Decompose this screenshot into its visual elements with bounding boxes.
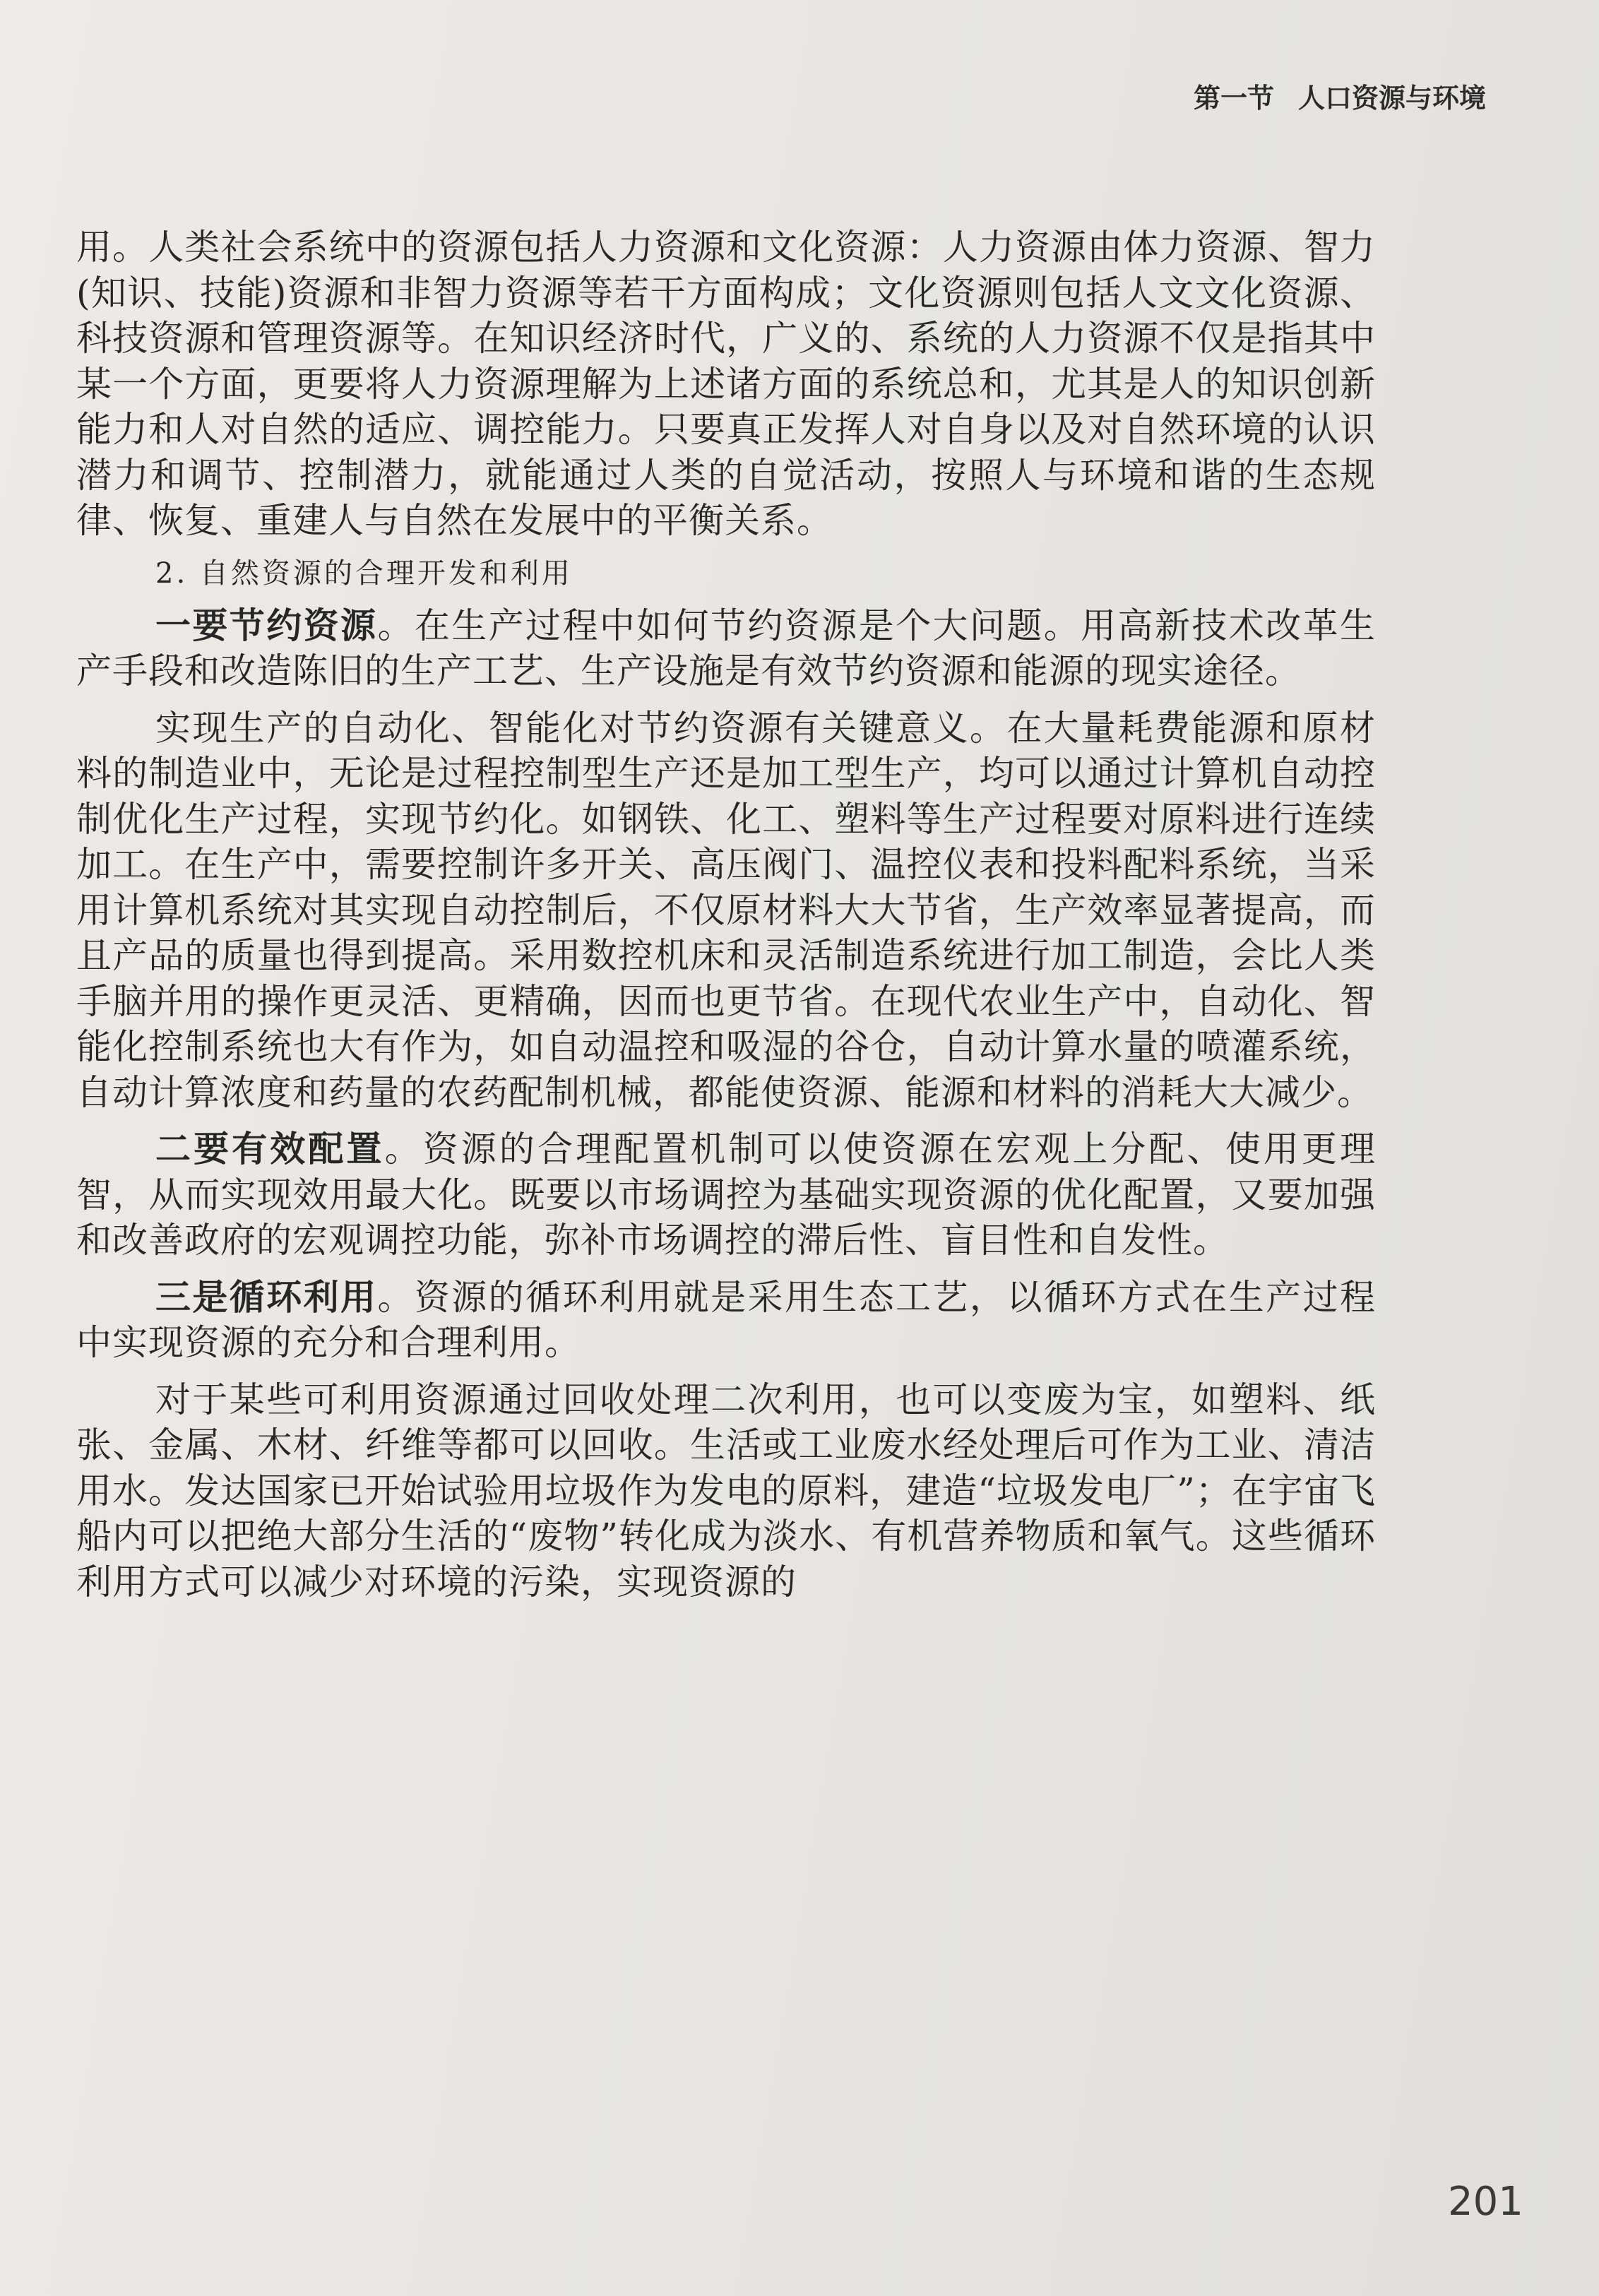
paragraph-lead: 二要有效配置 [155,1129,385,1170]
paragraph-text: 。资源的循环利用就是采用生态工艺，以循环方式在生产过程中实现资源的充分和合理利用。 [76,1276,1376,1363]
paragraph-automation [76,706,1376,1116]
paragraph-text: 实现生产的自动化、智能化对节约资源有关键意义。在大量耗费能源和原材料的制造业中，无论是过程控制型生产还是加工型生产，均可以通过计算机自动控制优化生产过程，实现节约化。如钢铁、化工、塑料等生产过程要对原料进行连续加工。在生产中，需要控制许多开关、高压阀门、温控仪表和投料配料系统，当采用计算机系统对其实现自动控制后，不仅原材料大大节省，生产效率显著提高，而且产品的质量也得到提高。采用数控机床和灵活制造系统进行加工制造，会比人类手脑并用的操作更灵活、更精确，因而也更节省。在现代农业生产中，自动化、智能化控制系统也大有作为，如自动温控和吸湿的谷仓，自动计算水量的喷灌系统，自动计算浓度和药量的农药配制机械，都能使资源、能源和材料的消耗大大减少。 [76,707,1376,1113]
subsection-heading: 2. 自然资源的合理开发和利用 [155,557,573,590]
paragraph-allocation [76,1126,1376,1263]
paragraph-lead: 一要节约资源 [155,605,378,646]
paragraph-text: 对于某些可利用资源通过回收处理二次利用，也可以变废为宝，如塑料、纸张、金属、木材、纤维等都可以回收。生活或工业废水经处理后可作为工业、清洁用水。发达国家已开始试验用垃圾作为发电的原料，建造“垃圾发电厂”；在宇宙飞船内可以把绝大部分生活的“废物”转化成为淡水、有机营养物质和氧气。这些循环利用方式可以减少对环境的污染，实现资源的 [76,1379,1376,1602]
paragraph-text: 。在生产过程中如何节约资源是个大问题。用高新技术改革生产手段和改造陈旧的生产工艺、生产设施是有效节约资源和能源的现实途径。 [76,605,1376,691]
paragraph-save-resources [76,603,1376,694]
paragraph-recycling [76,1275,1376,1366]
header-section: 第一节 [1193,83,1274,114]
page-number: 201 [1448,2179,1523,2225]
header-title: 人口资源与环境 [1297,83,1486,114]
paragraph-lead: 三是循环利用 [155,1276,378,1318]
paragraph-text: 。资源的合理配置机制可以使资源在宏观上分配、使用更理智，从而实现效用最大化。既要以市场调控为基础实现资源的优化配置，又要加强和改善政府的宏观调控功能，弥补市场调控的滞后性、盲目性和自发性。 [76,1129,1377,1261]
paragraph-waste-reuse [76,1377,1376,1605]
running-header [1194,76,1486,115]
paragraph-continued [76,225,1376,544]
paragraph-text: 用。人类社会系统中的资源包括人力资源和文化资源：人力资源由体力资源、智力(知识、技能)资源和非智力资源等若干方面构成；文化资源则包括人文文化资源、科技资源和管理资源等。在知识经济时代，广义的、系统的人力资源不仅是指其中某一个方面，更要将人力资源理解为上述诸方面的系统总和，尤其是人的知识创新能力和人对自然的适应、调控能力。只要真正发挥人对自身以及对自然环境的认识潜力和调节、控制潜力，就能通过人类的自觉活动，按照人与环境和谐的生态规律、恢复、重建人与自然在发展中的平衡关系。 [76,227,1376,541]
body-text [76,225,1376,1605]
